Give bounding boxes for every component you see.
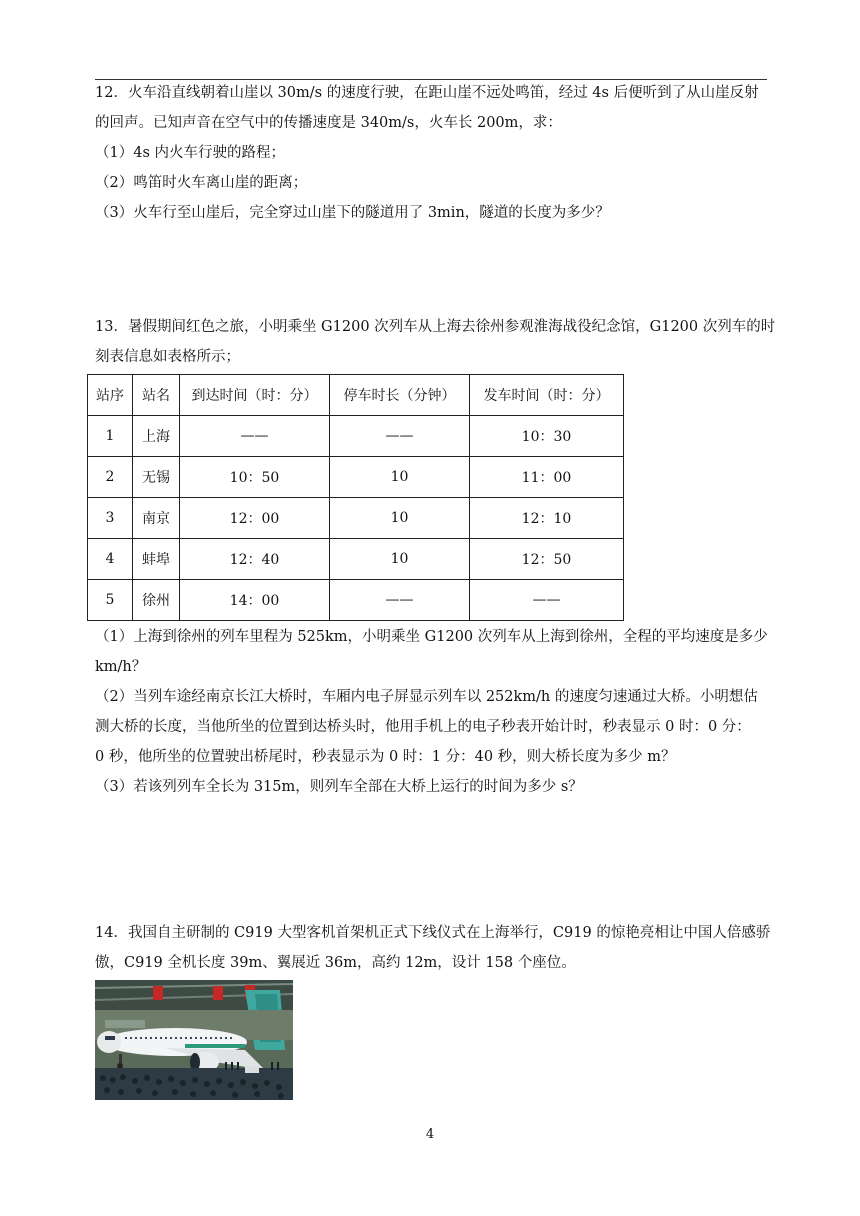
cell-departure: 12：50 xyxy=(470,539,624,580)
question-13-line-1: 13．暑假期间红色之旅，小明乘坐 G1200 次列车从上海去徐州参观淮海战役纪念馆，G1200 次列车的时 xyxy=(95,319,776,335)
table-row xyxy=(88,498,624,539)
question-12-stem xyxy=(95,78,767,138)
question-12-part-1: （1）4s 内火车行驶的路程； xyxy=(95,145,285,161)
question-14-stem xyxy=(95,918,771,978)
table-row xyxy=(88,539,624,580)
cell-stop: —— xyxy=(330,580,470,621)
cell-order: 2 xyxy=(88,457,133,498)
header-departure-time: 发车时间（时：分） xyxy=(470,375,624,416)
timetable-header-row xyxy=(88,375,624,416)
question-14-line-1: 14．我国自主研制的 C919 大型客机首架机正式下线仪式在上海举行，C919 的惊艳亮相让中国人倍感骄 xyxy=(95,925,771,941)
table-row xyxy=(88,457,624,498)
cell-order: 5 xyxy=(88,580,133,621)
cell-arrival: 12：40 xyxy=(180,539,330,580)
question-13-part-1-line-2: km/h？ xyxy=(95,659,147,675)
question-14-line-2: 傲，C919 全机长度 39m、翼展近 36m，高约 12m，设计 158 个座位。 xyxy=(95,955,576,971)
cell-order: 4 xyxy=(88,539,133,580)
cell-stop: 10 xyxy=(330,539,470,580)
cell-departure: 10：30 xyxy=(470,416,624,457)
header-arrival-time: 到达时间（时：分） xyxy=(180,375,330,416)
question-13-part-2-line-2: 测大桥的长度，当他所坐的位置到达桥头时，他用手机上的电子秒表开始计时，秒表显示 0 时：0 分： xyxy=(95,719,751,735)
cell-departure: —— xyxy=(470,580,624,621)
cell-stop: 10 xyxy=(330,457,470,498)
question-13-line-2: 刻表信息如表格所示； xyxy=(95,349,240,365)
table-row xyxy=(88,580,624,621)
cell-arrival: 14：00 xyxy=(180,580,330,621)
cell-departure: 12：10 xyxy=(470,498,624,539)
cell-station: 无锡 xyxy=(133,457,180,498)
cell-station: 徐州 xyxy=(133,580,180,621)
c919-aircraft-photo xyxy=(95,980,293,1100)
question-12-part-2: （2）鸣笛时火车离山崖的距离； xyxy=(95,175,308,191)
header-stop-duration: 停车时长（分钟） xyxy=(330,375,470,416)
question-13-part-2-line-3: 0 秒，他所坐的位置驶出桥尾时，秒表显示为 0 时：1 分：40 秒，则大桥长度为多少 m？ xyxy=(95,749,676,765)
cell-station: 上海 xyxy=(133,416,180,457)
question-12-part-3: （3）火车行至山崖后，完全穿过山崖下的隧道用了 3min，隧道的长度为多少？ xyxy=(95,205,610,221)
question-12-line-1: 12．火车沿直线朝着山崖以 30m/s 的速度行驶，在距山崖不远处鸣笛，经过 4s 后便听到了从山崖反射 xyxy=(95,85,759,101)
cell-station: 南京 xyxy=(133,498,180,539)
cell-departure: 11：00 xyxy=(470,457,624,498)
cell-arrival: 12：00 xyxy=(180,498,330,539)
cell-stop: —— xyxy=(330,416,470,457)
cell-order: 1 xyxy=(88,416,133,457)
train-timetable xyxy=(87,374,624,621)
question-13-part-1-line-1: （1）上海到徐州的列车里程为 525km，小明乘坐 G1200 次列车从上海到徐州，全程的平均速度是多少 xyxy=(95,629,768,645)
page-number: 4 xyxy=(425,1127,435,1142)
table-row xyxy=(88,416,624,457)
header-station-name: 站名 xyxy=(133,375,180,416)
question-13-stem xyxy=(95,312,776,372)
cell-stop: 10 xyxy=(330,498,470,539)
question-13-part-2-line-1: （2）当列车途经南京长江大桥时，车厢内电子屏显示列车以 252km/h 的速度匀速通过大桥。小明想估 xyxy=(95,689,758,705)
question-12-line-2: 的回声。已知声音在空气中的传播速度是 340m/s，火车长 200m，求： xyxy=(95,115,562,131)
cell-station: 蚌埠 xyxy=(133,539,180,580)
cell-arrival: —— xyxy=(180,416,330,457)
cell-arrival: 10：50 xyxy=(180,457,330,498)
header-station-order: 站序 xyxy=(88,375,133,416)
question-13-part-3: （3）若该列列车全长为 315m，则列车全部在大桥上运行的时间为多少 s？ xyxy=(95,779,583,795)
cell-order: 3 xyxy=(88,498,133,539)
